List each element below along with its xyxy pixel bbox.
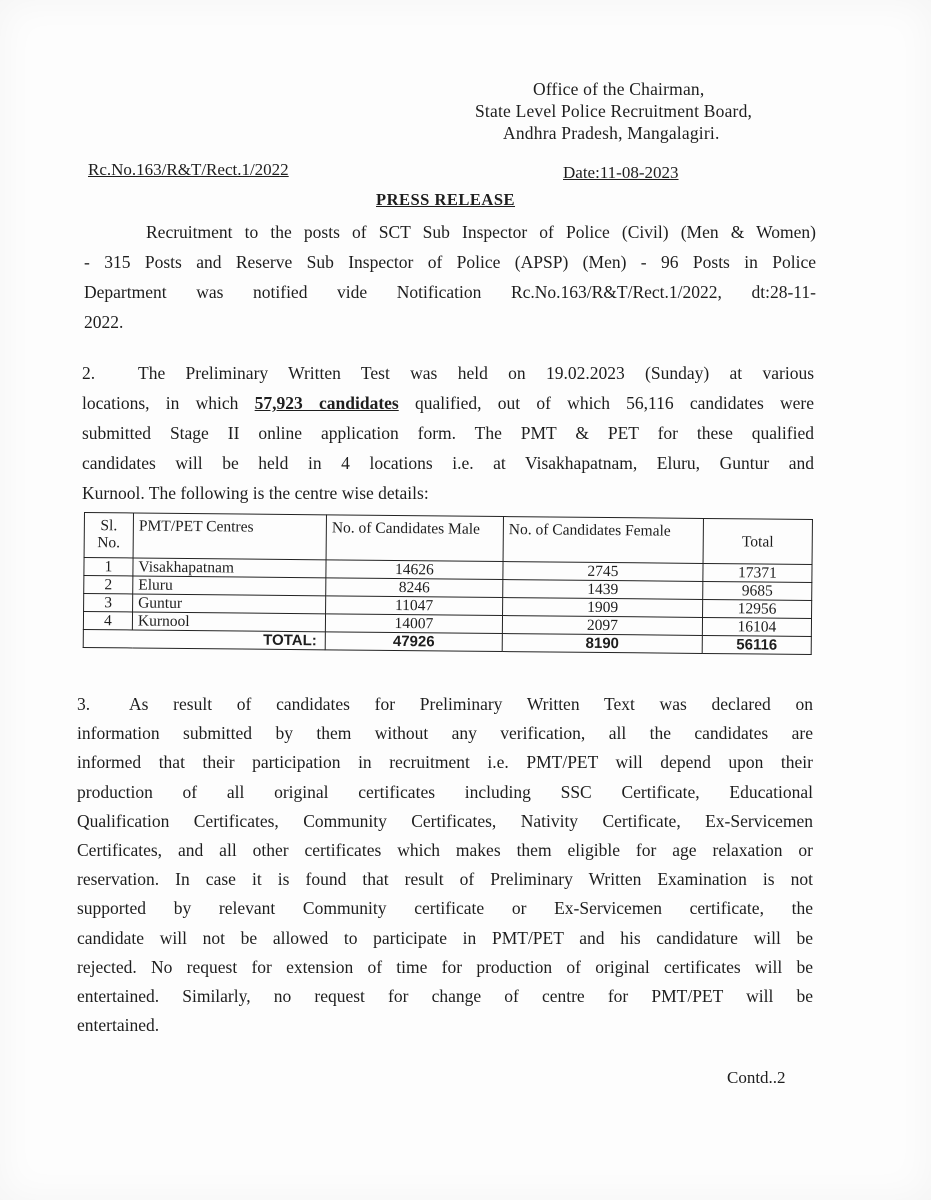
office-line-2: State Level Police Recruitment Board, <box>475 101 753 121</box>
paragraph-3-line: rejected. No request for extension of time for production of original certificates will be <box>77 956 813 977</box>
total-male: 47926 <box>325 632 502 652</box>
paragraph-2-text: locations, in which <box>82 393 239 413</box>
release-date: Date:11-08-2023 <box>563 163 679 182</box>
cell-centre: Kurnool <box>132 612 325 632</box>
total-female: 8190 <box>502 634 702 654</box>
cell-female: 2097 <box>502 616 702 636</box>
paragraph-3-number: 3. <box>77 694 91 714</box>
paragraph-2 <box>82 358 814 508</box>
paragraph-3-line: informed that their participation in recruitment i.e. PMT/PET will depend upon their <box>77 752 813 773</box>
paragraph-1-line: Recruitment to the posts of SCT Sub Inspector of Police (Civil) (Men & Women) <box>146 222 816 242</box>
cell-centre: Eluru <box>133 576 326 596</box>
paragraph-1 <box>84 217 816 337</box>
paragraph-2-text: qualified, out of which 56,116 candidates were <box>414 393 814 413</box>
office-address <box>473 78 752 144</box>
cell-female: 1909 <box>503 598 703 618</box>
document-title: PRESS RELEASE <box>376 190 516 209</box>
paragraph-3-line: supported by relevant Community certificate or Ex-Servicemen certificate, the <box>77 898 813 919</box>
cell-total: 9685 <box>703 581 812 600</box>
paragraph-3-line: Qualification Certificates, Community Certificates, Nativity Certificate, Ex-Servicemen <box>77 810 813 831</box>
qualified-count-highlight: 57,923 candidates <box>254 393 399 413</box>
cell-total: 16104 <box>702 617 811 636</box>
cell-total: 12956 <box>703 599 812 618</box>
paragraph-2-line <box>82 358 814 388</box>
cell-female: 1439 <box>503 580 703 600</box>
header-centre: PMT/PET Centres <box>133 513 326 560</box>
paragraph-2-text: The Preliminary Written Test was held on 19.02.2023 (Sunday) at various <box>138 363 814 383</box>
paragraph-3-line: Certificates, and all other certificates which makes them eligible for age relaxation or <box>77 840 813 861</box>
paragraph-2-line: Kurnool. The following is the centre wise details: <box>82 483 429 503</box>
paragraph-2-number: 2. <box>82 363 96 383</box>
header-total <box>703 518 812 564</box>
cell-female: 2745 <box>503 562 703 582</box>
reference-number: Rc.No.163/R&T/Rect.1/2022 <box>88 160 289 179</box>
paragraph-3-line: candidate will not be allowed to participate in PMT/PET and his candidature will be <box>77 927 813 948</box>
paragraph-3-line <box>77 690 813 719</box>
header-female: No. of Candidates Female <box>503 517 703 564</box>
cell-sl: 2 <box>84 576 133 594</box>
paragraph-1-line: - 315 Posts and Reserve Sub Inspector of Police (APSP) (Men) - 96 Posts in Police <box>84 252 816 272</box>
cell-male: 14626 <box>326 560 503 580</box>
paragraph-3-line: production of all original certificates including SSC Certificate, Educational <box>77 781 813 802</box>
header-total-label: Total <box>741 533 774 551</box>
total-label: TOTAL: <box>83 629 325 649</box>
cell-centre: Visakhapatnam <box>133 558 326 578</box>
cell-sl: 4 <box>83 612 132 630</box>
centre-wise-table <box>83 512 813 655</box>
cell-sl: 3 <box>84 594 133 612</box>
cell-male: 8246 <box>326 578 503 598</box>
table-header-row <box>84 513 812 565</box>
cell-centre: Guntur <box>133 594 326 614</box>
paragraph-3-line: entertained. Similarly, no request for change of centre for PMT/PET will be <box>77 986 813 1007</box>
paragraph-1-line: 2022. <box>84 312 124 332</box>
paragraph-3 <box>77 690 813 1040</box>
paragraph-3-line: information submitted by them without any verification, all the candidates are <box>77 723 813 744</box>
paragraph-2-line: submitted Stage II online application form. The PMT & PET for these qualified <box>82 423 814 443</box>
office-line-1: Office of the Chairman, <box>533 79 705 99</box>
paragraph-2-line: candidates will be held in 4 locations i.e. at Visakhapatnam, Eluru, Guntur and <box>82 453 814 473</box>
paragraph-3-text: As result of candidates for Preliminary Written Text was declared on <box>129 694 813 714</box>
cell-male: 11047 <box>326 596 503 616</box>
total-all: 56116 <box>702 635 811 654</box>
header-male: No. of Candidates Male <box>326 515 503 562</box>
paragraph-3-line: entertained. <box>77 1015 160 1036</box>
paragraph-1-line: Department was notified vide Notification Rc.No.163/R&T/Rect.1/2022, dt:28-11- <box>84 282 816 302</box>
cell-sl: 1 <box>84 558 133 576</box>
paragraph-2-line <box>82 388 814 418</box>
continued-marker: Contd..2 <box>727 1068 786 1087</box>
cell-male: 14007 <box>325 614 502 634</box>
header-sl-no: Sl. No. <box>84 513 133 558</box>
office-line-3: Andhra Pradesh, Mangalagiri. <box>503 123 720 143</box>
cell-total: 17371 <box>703 563 812 582</box>
paragraph-3-line: reservation. In case it is found that result of Preliminary Written Examination is not <box>77 869 813 890</box>
